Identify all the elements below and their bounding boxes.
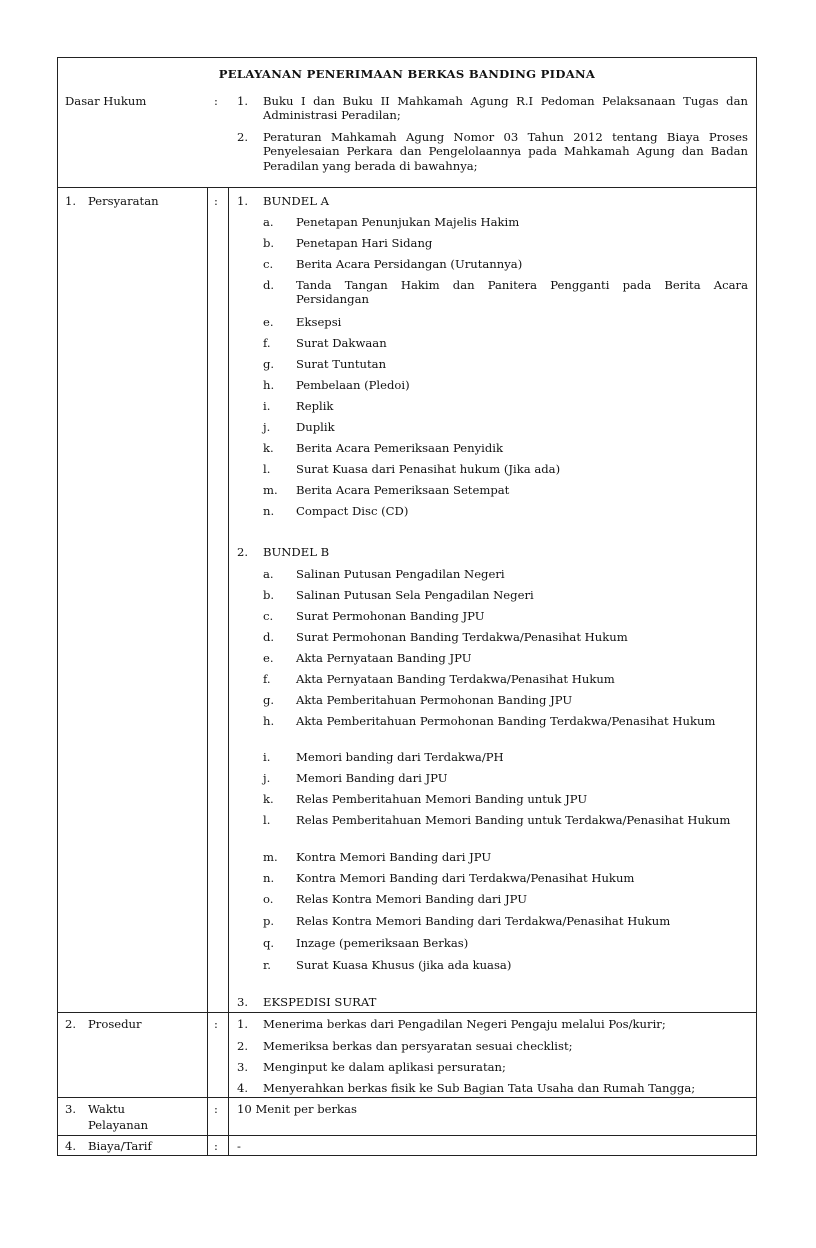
table-rule: [57, 1012, 757, 1013]
item-marker: l.: [263, 813, 271, 827]
item-marker: e.: [263, 651, 274, 665]
dasar-hukum-item: Buku I dan Buku II Mahkamah Agung R.I Pedoman Pelaksanaan Tugas dan Administrasi Peradilan;: [263, 94, 748, 123]
waktu-label-2: Pelayanan: [88, 1118, 149, 1132]
item-text: Akta Pemberitahuan Permohonan Banding JPU: [296, 693, 573, 707]
prosedur-item: Menyerahkan berkas fisik ke Sub Bagian Tata Usaha dan Rumah Tangga;: [263, 1081, 696, 1095]
item-text: Surat Kuasa dari Penasihat hukum (Jika ada): [296, 462, 561, 476]
item-marker: o.: [263, 892, 274, 906]
item-text: Memori banding dari Terdakwa/PH: [296, 750, 504, 764]
item-text: Compact Disc (CD): [296, 504, 409, 518]
item-text: Relas Pemberitahuan Memori Banding untuk Terdakwa/Penasihat Hukum: [296, 813, 731, 827]
item-marker: m.: [263, 850, 278, 864]
item-marker: r.: [263, 958, 271, 972]
table-rule: [57, 1135, 757, 1136]
item-marker: f.: [263, 336, 271, 350]
item-marker: h.: [263, 714, 275, 728]
item-marker: j.: [263, 420, 271, 434]
item-text: Pembelaan (Pledoi): [296, 378, 410, 392]
item-text: Replik: [296, 399, 334, 413]
item-marker: a.: [263, 567, 274, 581]
bundel-a-title: BUNDEL A: [263, 194, 329, 208]
item-text: Penetapan Hari Sidang: [296, 236, 433, 250]
item-text: Kontra Memori Banding dari Terdakwa/Penasihat Hukum: [296, 871, 635, 885]
row-number: 3.: [65, 1102, 77, 1116]
item-marker: n.: [263, 871, 275, 885]
colon: :: [214, 1139, 218, 1153]
item-text: Salinan Putusan Pengadilan Negeri: [296, 567, 505, 581]
table-rule: [57, 1097, 757, 1098]
ekspedisi-title: EKSPEDISI SURAT: [263, 995, 377, 1009]
biaya-value: -: [237, 1139, 241, 1153]
item-marker: k.: [263, 792, 274, 806]
item-text: Salinan Putusan Sela Pengadilan Negeri: [296, 588, 534, 602]
item-marker: d.: [263, 630, 275, 644]
list-number: 2.: [237, 1039, 249, 1053]
row-number: 1.: [65, 194, 77, 208]
item-marker: q.: [263, 936, 275, 950]
item-text: Berita Acara Pemeriksaan Penyidik: [296, 441, 504, 455]
item-marker: p.: [263, 914, 275, 928]
list-number: 1.: [237, 194, 249, 208]
item-text: Relas Kontra Memori Banding dari Terdakwa/Penasihat Hukum: [296, 914, 671, 928]
list-number: 4.: [237, 1081, 249, 1095]
column-rule: [228, 187, 229, 1156]
prosedur-item: Memeriksa berkas dan persyaratan sesuai checklist;: [263, 1039, 573, 1053]
colon: :: [214, 194, 218, 208]
list-number: 3.: [237, 995, 249, 1009]
item-marker: n.: [263, 504, 275, 518]
item-marker: k.: [263, 441, 274, 455]
row-number: 4.: [65, 1139, 77, 1153]
item-marker: g.: [263, 357, 275, 371]
item-marker: c.: [263, 257, 274, 271]
row-number: 2.: [65, 1017, 77, 1031]
item-text: Berita Acara Persidangan (Urutannya): [296, 257, 523, 271]
bundel-b-title: BUNDEL B: [263, 545, 330, 559]
item-marker: d.: [263, 278, 275, 292]
dasar-hukum-item: Peraturan Mahkamah Agung Nomor 03 Tahun 2012 tentang Biaya Proses Penyelesaian Perkara dan Pengelolaannya pada Mahkamah Agung dan Badan Peradilan yang berada di bawahnya;: [263, 130, 748, 173]
item-marker: l.: [263, 462, 271, 476]
item-text: Tanda Tangan Hakim dan Panitera Pengganti pada Berita Acara Persidangan: [296, 278, 748, 307]
item-marker: c.: [263, 609, 274, 623]
item-marker: e.: [263, 315, 274, 329]
waktu-value: 10 Menit per berkas: [237, 1102, 357, 1116]
column-rule: [207, 187, 208, 1156]
item-text: Inzage (pemeriksaan Berkas): [296, 936, 469, 950]
item-text: Relas Pemberitahuan Memori Banding untuk JPU: [296, 792, 588, 806]
item-text: Surat Dakwaan: [296, 336, 387, 350]
colon: :: [214, 94, 218, 108]
list-number: 2.: [237, 545, 249, 559]
prosedur-item: Menginput ke dalam aplikasi persuratan;: [263, 1060, 506, 1074]
prosedur-item: Menerima berkas dari Pengadilan Negeri Pengaju melalui Pos/kurir;: [263, 1017, 666, 1031]
persyaratan-label: Persyaratan: [88, 194, 159, 208]
item-marker: b.: [263, 236, 275, 250]
item-marker: i.: [263, 399, 271, 413]
item-marker: i.: [263, 750, 271, 764]
item-text: Surat Permohonan Banding JPU: [296, 609, 485, 623]
item-text: Duplik: [296, 420, 335, 434]
item-marker: h.: [263, 378, 275, 392]
item-marker: m.: [263, 483, 278, 497]
item-text: Kontra Memori Banding dari JPU: [296, 850, 492, 864]
colon: :: [214, 1102, 218, 1116]
list-number: 2.: [237, 130, 249, 144]
item-text: Relas Kontra Memori Banding dari JPU: [296, 892, 527, 906]
item-text: Surat Permohonan Banding Terdakwa/Penasihat Hukum: [296, 630, 628, 644]
item-text: Eksepsi: [296, 315, 342, 329]
colon: :: [214, 1017, 218, 1031]
item-text: Akta Pemberitahuan Permohonan Banding Terdakwa/Penasihat Hukum: [296, 714, 716, 728]
biaya-label: Biaya/Tarif: [88, 1139, 152, 1153]
list-number: 1.: [237, 94, 249, 108]
item-marker: j.: [263, 771, 271, 785]
item-text: Memori Banding dari JPU: [296, 771, 448, 785]
item-text: Surat Tuntutan: [296, 357, 387, 371]
item-text: Akta Pernyataan Banding JPU: [296, 651, 472, 665]
table-rule: [57, 187, 757, 188]
list-number: 3.: [237, 1060, 249, 1074]
item-marker: a.: [263, 215, 274, 229]
page-title: PELAYANAN PENERIMAAN BERKAS BANDING PIDANA: [218, 67, 596, 81]
prosedur-label: Prosedur: [88, 1017, 142, 1031]
item-marker: b.: [263, 588, 275, 602]
item-text: Berita Acara Pemeriksaan Setempat: [296, 483, 510, 497]
dasar-hukum-label: Dasar Hukum: [65, 94, 147, 108]
list-number: 1.: [237, 1017, 249, 1031]
waktu-label: Waktu: [88, 1102, 125, 1116]
item-marker: g.: [263, 693, 275, 707]
item-text: Akta Pernyataan Banding Terdakwa/Penasihat Hukum: [296, 672, 615, 686]
item-text: Surat Kuasa Khusus (jika ada kuasa): [296, 958, 512, 972]
item-marker: f.: [263, 672, 271, 686]
item-text: Penetapan Penunjukan Majelis Hakim: [296, 215, 520, 229]
